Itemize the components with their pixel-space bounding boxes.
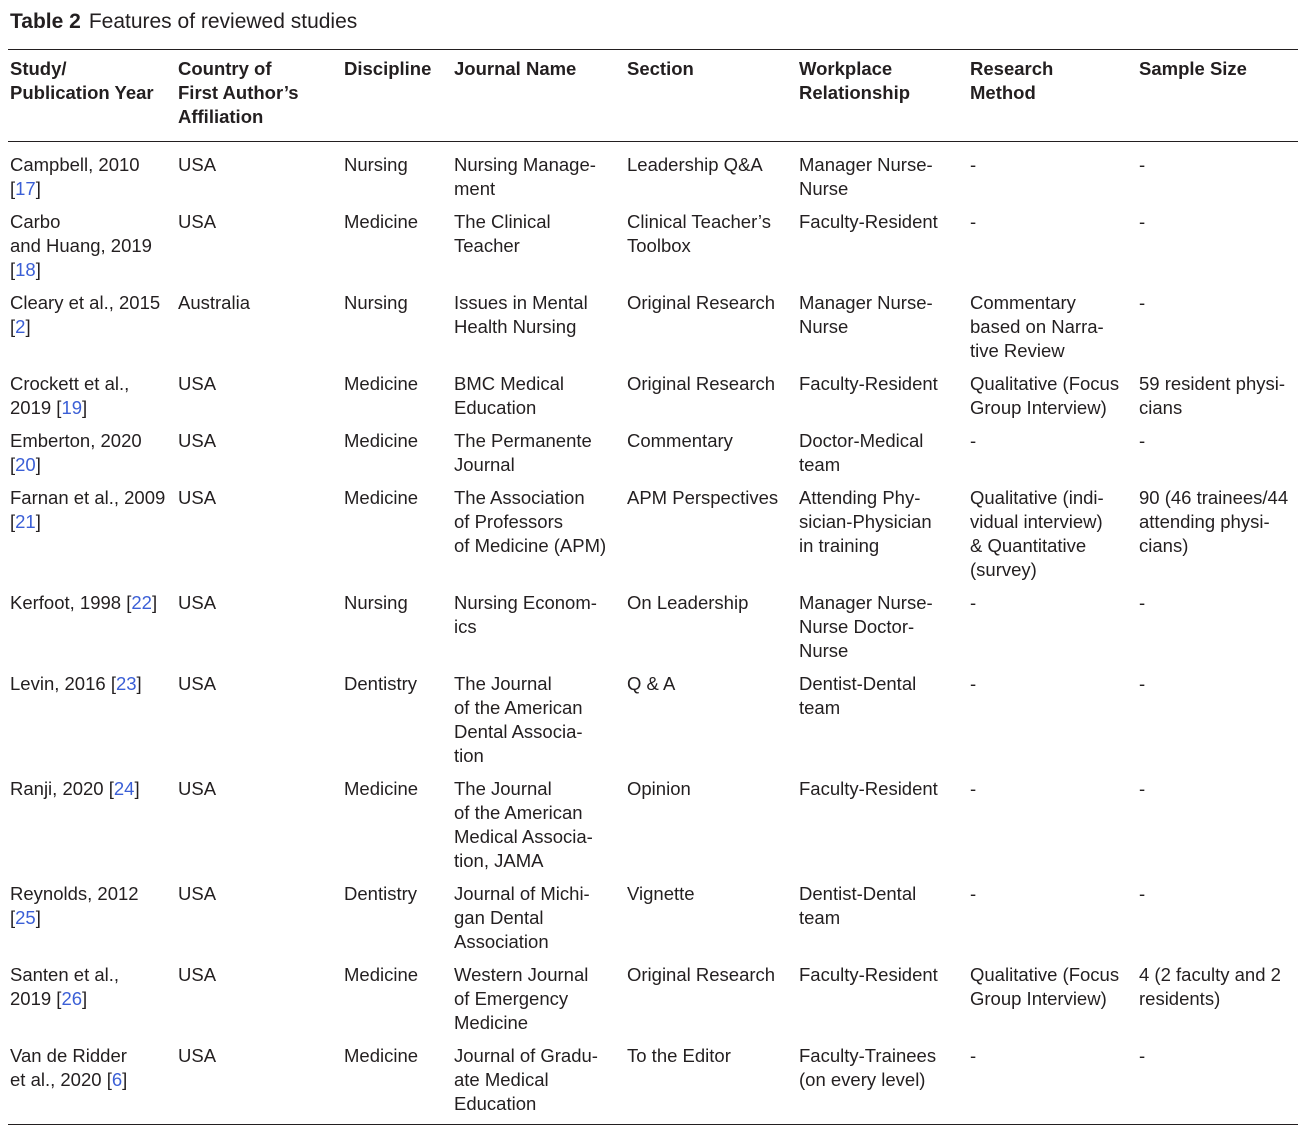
table-row (8, 776, 1298, 881)
study-author-year: Campbell, 2010 (10, 154, 140, 175)
cell-discipline: Medicine (344, 964, 419, 985)
study-author-year: Santen et al., 2019 (10, 964, 120, 1009)
study-author-year: Reynolds, 2012 (10, 883, 139, 904)
cell-method: Qualitative (indi- vidual interview) & Quantitative (survey) (970, 487, 1104, 580)
table-row (8, 142, 1298, 210)
reference-link[interactable]: 21 (15, 511, 36, 532)
cell-method: - (970, 430, 977, 451)
cell-sample: - (1139, 883, 1146, 904)
cell-discipline: Nursing (344, 154, 408, 175)
table-row (8, 290, 1298, 371)
reference-link[interactable]: 2 (15, 316, 26, 337)
cell-country: USA (178, 673, 217, 694)
reference-link[interactable]: 18 (15, 259, 36, 280)
reference-link[interactable]: 26 (61, 988, 83, 1009)
cell-method: - (970, 1045, 977, 1066)
studies-table (8, 49, 1298, 1125)
reference-link[interactable]: 19 (61, 397, 83, 418)
table-row (8, 428, 1298, 485)
reference-link[interactable]: 23 (115, 673, 137, 694)
header-method: Research Method (970, 58, 1054, 103)
cell-country: USA (178, 430, 217, 451)
cell-journal: BMC Medical Education (454, 373, 564, 418)
table-row (8, 590, 1298, 671)
cell-discipline: Medicine (344, 430, 419, 451)
cell-relationship: Faculty-Resident (799, 778, 938, 799)
cell-relationship: Faculty-Resident (799, 964, 938, 985)
cell-journal: The Permanente Journal (454, 430, 592, 475)
header-journal: Journal Name (454, 58, 577, 79)
cell-country: USA (178, 592, 217, 613)
cell-section: Original Research (627, 373, 776, 394)
cell-discipline: Medicine (344, 211, 419, 232)
cell-method: Commentary based on Narra- tive Review (970, 292, 1104, 361)
cell-journal: Nursing Econom- ics (454, 592, 597, 637)
cell-relationship: Faculty-Resident (799, 211, 938, 232)
reference-link[interactable]: 24 (113, 778, 135, 799)
cell-section: Commentary (627, 430, 733, 451)
cell-sample: 4 (2 faculty and 2 residents) (1139, 964, 1281, 1009)
cell-sample: - (1139, 154, 1146, 175)
cell-journal: Nursing Manage- ment (454, 154, 596, 199)
cell-relationship: Manager Nurse- Nurse Doctor- Nurse (799, 592, 933, 661)
cell-discipline: Medicine (344, 1045, 419, 1066)
table-label: Table 2 (10, 10, 81, 33)
cell-country: USA (178, 373, 217, 394)
cell-method: - (970, 211, 977, 232)
cell-sample: - (1139, 292, 1146, 313)
cell-section: Opinion (627, 778, 691, 799)
cell-discipline: Dentistry (344, 883, 417, 904)
cell-study: Emberton, 2020 [20] (10, 430, 142, 475)
cell-relationship: Dentist-Dental team (799, 673, 917, 718)
table-row (8, 671, 1298, 776)
cell-discipline: Medicine (344, 487, 419, 508)
cell-journal: Journal of Gradu- ate Medical Education (454, 1045, 598, 1114)
cell-section: Q & A (627, 673, 676, 694)
cell-discipline: Medicine (344, 373, 419, 394)
cell-sample: 59 resident physi- cians (1139, 373, 1286, 418)
table-row (8, 881, 1298, 962)
table-row (8, 209, 1298, 290)
cell-section: Leadership Q&A (627, 154, 763, 175)
table-row (8, 485, 1298, 590)
study-author-year: Farnan et al., 2009 (10, 487, 166, 508)
cell-study: Ranji, 2020 [24] (10, 778, 140, 799)
cell-country: USA (178, 964, 217, 985)
cell-journal: The Journal of the American Medical Associa- tion, JAMA (454, 778, 593, 871)
study-author-year: Levin, 2016 (10, 673, 111, 694)
cell-journal: The Journal of the American Dental Associa- tion (454, 673, 583, 766)
cell-section: Clinical Teacher’s Toolbox (627, 211, 771, 256)
cell-method: - (970, 592, 977, 613)
reference-link[interactable]: 25 (15, 907, 36, 928)
cell-study: Van de Ridder et al., 2020 [6] (10, 1045, 128, 1090)
header-sample: Sample Size (1139, 58, 1247, 79)
cell-relationship: Attending Phy- sician-Physician in training (799, 487, 932, 556)
cell-study: Carbo and Huang, 2019 [18] (10, 211, 152, 280)
cell-study: Farnan et al., 2009 [21] (10, 487, 166, 532)
study-author-year: Ranji, 2020 (10, 778, 109, 799)
header-row (8, 50, 1298, 142)
study-author-year: Van de Ridder et al., 2020 (10, 1045, 127, 1090)
cell-section: APM Perspectives (627, 487, 779, 508)
cell-relationship: Doctor-Medical team (799, 430, 924, 475)
cell-study: Kerfoot, 1998 [22] (10, 592, 158, 613)
table-row (8, 1043, 1298, 1125)
cell-journal: Journal of Michi- gan Dental Association (454, 883, 590, 952)
header-study: Study/ Publication Year (10, 58, 154, 103)
cell-method: - (970, 883, 977, 904)
cell-section: Vignette (627, 883, 695, 904)
cell-relationship: Dentist-Dental team (799, 883, 917, 928)
header-relationship: Workplace Relationship (799, 58, 911, 103)
cell-country: USA (178, 883, 217, 904)
cell-relationship: Manager Nurse- Nurse (799, 154, 933, 199)
cell-study: Santen et al., 2019 [26] (10, 964, 120, 1009)
table-row (8, 371, 1298, 428)
cell-sample: - (1139, 592, 1146, 613)
cell-journal: Issues in Mental Health Nursing (454, 292, 588, 337)
study-author-year: Kerfoot, 1998 (10, 592, 127, 613)
cell-sample: - (1139, 673, 1146, 694)
cell-sample: - (1139, 1045, 1146, 1066)
cell-journal: The Association of Professors of Medicine (APM) (454, 487, 607, 556)
cell-section: On Leadership (627, 592, 749, 613)
cell-discipline: Nursing (344, 592, 408, 613)
study-author-year: Carbo and Huang, 2019 (10, 211, 152, 256)
header-discipline: Discipline (344, 58, 432, 79)
cell-study: Reynolds, 2012 [25] (10, 883, 139, 928)
cell-study: Crockett et al., 2019 [19] (10, 373, 130, 418)
reference-link[interactable]: 20 (15, 454, 36, 475)
cell-country: USA (178, 487, 217, 508)
cell-section: Original Research (627, 964, 776, 985)
cell-country: USA (178, 211, 217, 232)
cell-method: Qualitative (Focus Group Interview) (970, 373, 1120, 418)
cell-method: - (970, 673, 977, 694)
cell-journal: Western Journal of Emergency Medicine (454, 964, 589, 1033)
reference-link[interactable]: 17 (15, 178, 36, 199)
cell-discipline: Dentistry (344, 673, 417, 694)
header-country: Country of First Author’s Affiliation (178, 58, 299, 127)
cell-sample: - (1139, 430, 1146, 451)
cell-country: Australia (178, 292, 250, 313)
cell-method: - (970, 154, 977, 175)
cell-section: To the Editor (627, 1045, 731, 1066)
cell-discipline: Nursing (344, 292, 408, 313)
cell-sample: - (1139, 778, 1146, 799)
cell-method: - (970, 778, 977, 799)
cell-sample: - (1139, 211, 1146, 232)
header-section: Section (627, 58, 694, 79)
table-caption (10, 10, 357, 34)
cell-section: Original Research (627, 292, 776, 313)
reference-link[interactable]: 6 (111, 1069, 123, 1090)
cell-discipline: Medicine (344, 778, 419, 799)
study-author-year: Emberton, 2020 (10, 430, 142, 451)
cell-country: USA (178, 154, 217, 175)
cell-country: USA (178, 1045, 217, 1066)
cell-relationship: Faculty-Resident (799, 373, 938, 394)
table-row (8, 962, 1298, 1043)
cell-sample: 90 (46 trainees/44 attending physi- cians) (1139, 487, 1289, 556)
study-author-year: Cleary et al., 2015 (10, 292, 161, 313)
study-author-year: Crockett et al., 2019 (10, 373, 130, 418)
cell-journal: The Clinical Teacher (454, 211, 551, 256)
cell-study: Cleary et al., 2015 [2] (10, 292, 161, 337)
cell-relationship: Faculty-Trainees (on every level) (799, 1045, 937, 1090)
cell-method: Qualitative (Focus Group Interview) (970, 964, 1120, 1009)
cell-country: USA (178, 778, 217, 799)
cell-study: Levin, 2016 [23] (10, 673, 142, 694)
reference-link[interactable]: 22 (131, 592, 152, 613)
cell-relationship: Manager Nurse- Nurse (799, 292, 933, 337)
cell-study: Campbell, 2010 [17] (10, 154, 140, 199)
table-title: Features of reviewed studies (88, 10, 358, 33)
